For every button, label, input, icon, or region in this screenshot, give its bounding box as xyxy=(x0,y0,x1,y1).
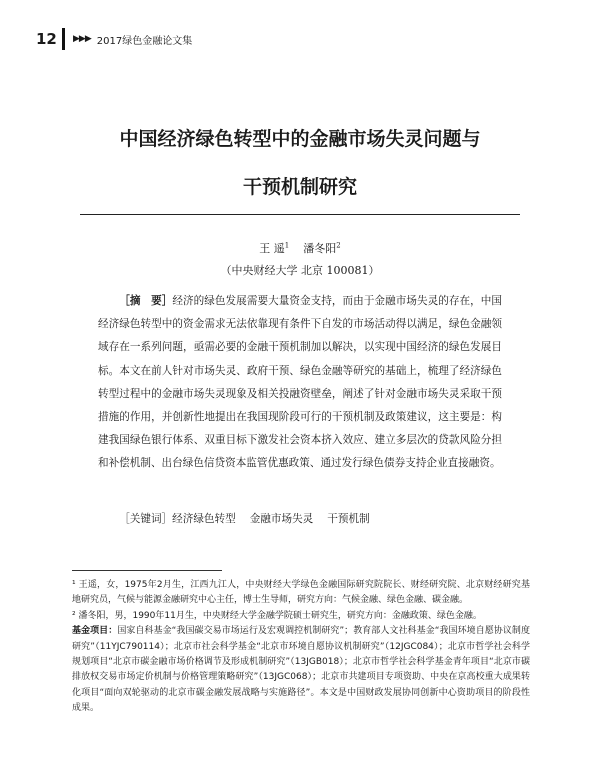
author-name: 王 遥 xyxy=(259,242,285,255)
header-divider-bar xyxy=(62,28,65,50)
series-title: 2017绿色金融论文集 xyxy=(96,35,193,47)
funding-label: 基金项目： xyxy=(72,626,118,637)
abstract-label: ［摘 要］ xyxy=(119,295,173,307)
author-footnote-mark: 2 xyxy=(336,241,341,250)
author-line xyxy=(0,240,600,256)
footnote-2: ² 潘冬阳，男，1990年11月生，中央财经大学金融学院硕士研究生，研究方向：金融政策、绿色金融。 xyxy=(72,610,482,621)
author-name: 潘冬阳 xyxy=(303,242,337,255)
arrow-icon: ▶▶▶ xyxy=(73,34,91,44)
footnote-divider xyxy=(72,570,222,571)
keyword: 经济绿色转型 xyxy=(172,513,236,525)
author-footnote-mark: 1 xyxy=(284,241,290,250)
page-number: 12 xyxy=(36,30,57,48)
abstract xyxy=(98,290,502,476)
funding-note xyxy=(72,624,530,716)
keyword: 金融市场失灵 xyxy=(249,513,314,525)
keywords-label: ［关键词］ xyxy=(119,513,173,525)
running-header xyxy=(36,28,192,50)
footnote-1: ¹ 王遥，女，1975年2月生，江西九江人，中央财经大学绿色金融国际研究院院长、财经研究院、北京财经研究基地研究员，气候与能源金融研究中心主任，博士生导师，研究方向：气候金融、绿色金融、碳金融。 xyxy=(72,580,530,606)
footnotes xyxy=(72,578,530,717)
keyword: 干预机制 xyxy=(327,513,370,525)
keywords xyxy=(98,508,502,531)
paper-title-line-2: 干预机制研究 xyxy=(242,176,357,198)
title-divider xyxy=(80,214,520,215)
abstract-text: 经济的绿色发展需要大量资金支持，而由于金融市场失灵的存在，中国经济绿色转型中的资金需求无法依靠现有条件下自发的市场活动得以满足，绿色金融领域存在一系列问题，亟需必要的金融干预机制加以解决，以实现中国经济的绿色发展目标。本文在前人针对市场失灵、政府干预、绿色金融等研究的基础上，梳理了经济绿色转型过程中的金融市场失灵现象及相关投融资壁垒，阐述了针对金融市场失灵采取干预措施的作用，并创新性地提出在我国现阶段可行的干预机制及政策建议，这主要是：构建我国绿色银行体系、双重目标下激发社会资本挤入效应、建立多层次的贷款风险分担和补偿机制、出台绿色信贷资本监管优惠政策、通过发行绿色债券支持企业直接融资。 xyxy=(98,295,503,470)
paper-title-line-1: 中国经济绿色转型中的金融市场失灵问题与 xyxy=(119,128,481,150)
affiliation: （中央财经大学 北京 100081） xyxy=(220,264,380,277)
funding-text: 国家自科基金“我国碳交易市场运行及宏观调控机制研究”；教育部人文社科基金“我国环境自愿协议制度研究”（11YJC790114）；北京市社会科学基金“北京市环境自愿协议机制研究”（12JGC084）；北京市哲学社会科学规划项目“北京市碳金融市场价格调节及形成机制研究”（13JGB018）；北京市哲学社会科学基金青年项目“北京市碳排放权交易市场定价机制与价格管理策略研究”（13JGC068）；北京市共建项目专项资助、中央在京高校重大成果转化项目“面向双轮驱动的北京市碳金融发展战略与实施路径”。本文是中国财政发展协同创新中心资助项目的阶段性成果。 xyxy=(72,626,530,714)
